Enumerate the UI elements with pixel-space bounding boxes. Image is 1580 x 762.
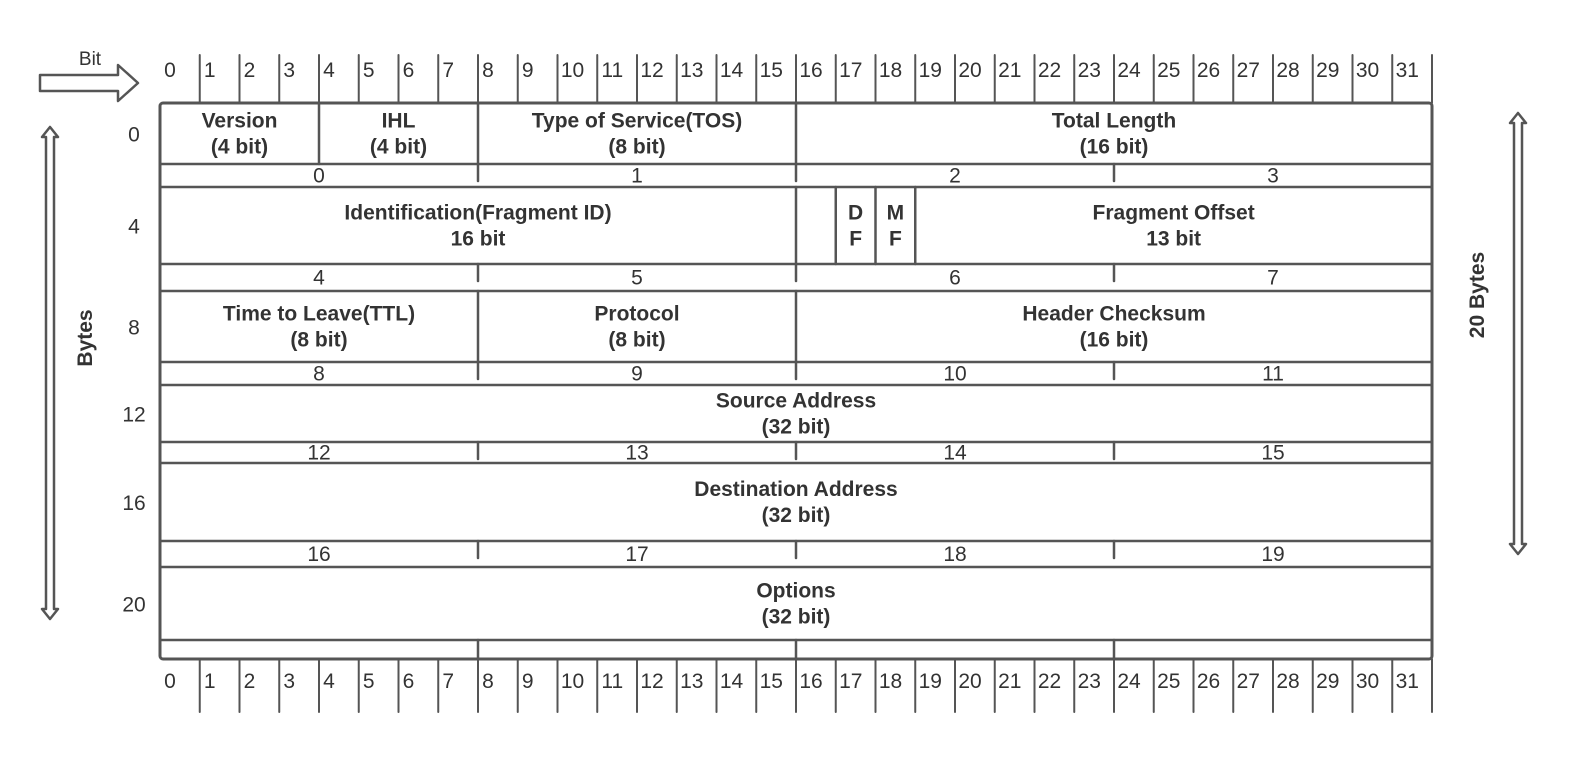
byte-index-label: 12 — [307, 441, 331, 465]
bit-label-bottom: 2 — [243, 670, 256, 693]
bit-label-bottom: 22 — [1037, 670, 1062, 693]
bit-label-top: 19 — [918, 59, 942, 82]
bit-label-bottom: 0 — [164, 670, 176, 693]
bit-label-top: 0 — [164, 59, 176, 82]
bit-label-bottom: 19 — [918, 670, 942, 693]
field-protocol-line: (8 bit) — [608, 328, 666, 352]
diagram-lines — [160, 103, 1432, 659]
bit-label-top: 27 — [1236, 59, 1260, 82]
byte-index-label: 19 — [1261, 543, 1285, 566]
byte-offset-column — [122, 124, 145, 617]
field-tos-line: (8 bit) — [608, 135, 666, 159]
bit-label-bottom: 23 — [1077, 670, 1101, 693]
bit-direction-arrow-icon — [40, 65, 138, 101]
field-options-line: (32 bit) — [761, 605, 831, 629]
bit-label-top: 30 — [1355, 59, 1380, 82]
field-options — [756, 580, 835, 629]
field-tos — [532, 110, 742, 159]
bit-label-top: 22 — [1037, 59, 1062, 82]
byte-index-label: 18 — [943, 543, 967, 566]
bit-label-bottom: 27 — [1236, 670, 1260, 693]
byte-offset-label: 8 — [128, 316, 140, 340]
bit-label-top: 17 — [839, 59, 863, 82]
bit-label-bottom: 15 — [759, 670, 783, 693]
field-header-checksum-line: (16 bit) — [1079, 328, 1149, 352]
field-flag-df — [848, 202, 863, 251]
field-source-address — [716, 390, 876, 439]
byte-offset-label: 0 — [128, 123, 140, 147]
bit-label-top: 24 — [1117, 59, 1141, 82]
byte-index-label: 1 — [631, 164, 643, 188]
field-flag-mf — [887, 202, 905, 251]
field-total-length-line: Total Length — [1051, 109, 1177, 133]
bit-label-bottom: 7 — [442, 670, 455, 693]
field-source-address-line: (32 bit) — [761, 415, 831, 439]
bit-label-top: 15 — [759, 59, 783, 82]
bit-label-top: 16 — [799, 59, 823, 82]
right-axis-label: 20 Bytes — [1466, 251, 1489, 339]
byte-index-label: 13 — [625, 441, 649, 465]
bit-label-top: 28 — [1276, 59, 1300, 82]
bit-label-bottom: 10 — [560, 670, 585, 693]
bit-scale-bottom — [164, 659, 1432, 712]
byte-index-label: 11 — [1262, 362, 1284, 386]
field-destination-address-line: Destination Address — [694, 478, 898, 501]
byte-index-label: 8 — [313, 362, 325, 386]
bit-label-bottom: 31 — [1395, 670, 1419, 693]
bit-label-top: 8 — [482, 59, 494, 82]
byte-offset-label: 12 — [122, 403, 146, 427]
byte-index-label: 3 — [1267, 164, 1279, 188]
field-ttl-line: (8 bit) — [290, 328, 348, 352]
bit-label-top: 3 — [283, 59, 296, 82]
bit-label-top: 26 — [1196, 59, 1221, 82]
bit-label-bottom: 17 — [839, 670, 863, 693]
field-options-line: Options — [756, 579, 836, 603]
bit-label-top: 1 — [203, 59, 216, 82]
bit-label-top: 10 — [560, 59, 585, 82]
bit-label-bottom: 29 — [1316, 670, 1340, 693]
field-flag-df-line: F — [849, 227, 863, 251]
byte-offset-label: 16 — [122, 492, 146, 515]
bit-label-top: 2 — [243, 59, 256, 82]
bit-label-top: 14 — [719, 59, 744, 82]
bit-label-bottom: 13 — [680, 670, 704, 693]
field-identification — [344, 202, 611, 251]
bit-label-top: 7 — [442, 59, 455, 82]
bit-label-bottom: 18 — [878, 670, 903, 693]
bit-label-bottom: 4 — [323, 670, 335, 693]
bit-label-top: 9 — [521, 59, 534, 82]
byte-index-label: 9 — [631, 362, 643, 386]
bit-label-top: 13 — [680, 59, 704, 82]
bit-label-bottom: 30 — [1355, 670, 1380, 693]
field-header-checksum — [1022, 303, 1205, 352]
byte-index-label: 0 — [313, 164, 325, 188]
bit-label-bottom: 12 — [640, 670, 664, 693]
byte-index-label: 6 — [949, 266, 961, 290]
bit-label-top: 31 — [1395, 59, 1419, 82]
byte-index-label: 10 — [943, 362, 967, 386]
byte-index-label: 15 — [1261, 441, 1285, 465]
field-destination-address-line: (32 bit) — [761, 504, 831, 527]
bit-label-bottom: 20 — [958, 670, 982, 693]
field-ttl — [223, 303, 415, 352]
field-ihl — [370, 110, 427, 159]
byte-index-label: 16 — [307, 543, 331, 566]
field-flag-mf-line: F — [888, 227, 902, 251]
left-bytes-arrow-icon — [42, 127, 58, 619]
bit-label-bottom: 9 — [521, 670, 534, 693]
bit-label-bottom: 8 — [482, 670, 494, 693]
left-axis-label: Bytes — [74, 309, 97, 367]
field-total-length — [1052, 110, 1176, 159]
byte-offset-label: 20 — [122, 593, 146, 617]
bit-label-top: 12 — [640, 59, 664, 82]
byte-index-label: 14 — [943, 441, 967, 465]
field-tos-line: Type of Service(TOS) — [531, 109, 743, 133]
bit-label-top: 6 — [402, 59, 415, 82]
bit-label-top: 11 — [601, 59, 624, 82]
byte-index-label: 4 — [313, 266, 325, 290]
field-fragment-offset — [1093, 202, 1255, 251]
field-ihl-line: (4 bit) — [369, 135, 428, 159]
field-flag-df-line: D — [848, 201, 864, 225]
field-fragment-offset-line: Fragment Offset — [1092, 201, 1255, 225]
field-version-line: Version — [201, 109, 278, 133]
bit-label-top: 23 — [1077, 59, 1101, 82]
bit-label-bottom: 24 — [1117, 670, 1141, 693]
byte-index-label: 17 — [625, 543, 649, 566]
field-ttl-line: Time to Leave(TTL) — [222, 302, 416, 326]
field-source-address-line: Source Address — [715, 389, 877, 413]
bit-label-bottom: 25 — [1157, 670, 1181, 693]
field-header-checksum-line: Header Checksum — [1022, 302, 1206, 326]
byte-index-label: 5 — [631, 266, 643, 290]
bit-label-bottom: 26 — [1196, 670, 1221, 693]
bit-label-bottom: 1 — [203, 670, 216, 693]
bit-label-top: 18 — [878, 59, 903, 82]
bit-label-top: 4 — [323, 59, 335, 82]
field-flag-mf-line: M — [886, 201, 905, 225]
bit-label-bottom: 3 — [283, 670, 296, 693]
bit-label-bottom: 6 — [402, 670, 415, 693]
bit-label-top: 25 — [1157, 59, 1181, 82]
right-bytes-arrow-icon — [1510, 113, 1526, 554]
byte-index-label: 2 — [949, 164, 961, 188]
field-identification-line: Identification(Fragment ID) — [344, 201, 612, 225]
field-protocol-line: Protocol — [594, 302, 680, 326]
bit-label-bottom: 21 — [998, 670, 1022, 693]
bit-label-bottom: 11 — [601, 670, 624, 693]
field-destination-address — [694, 478, 897, 527]
bit-scale-top — [164, 55, 1432, 103]
bit-label-bottom: 14 — [719, 670, 744, 693]
bit-direction-label: Bit — [78, 49, 102, 70]
field-version-line: (4 bit) — [210, 135, 269, 159]
field-protocol — [594, 303, 679, 352]
field-identification-line: 16 bit — [450, 227, 506, 251]
field-fragment-offset-line: 13 bit — [1146, 227, 1202, 251]
bit-label-bottom: 16 — [799, 670, 823, 693]
byte-offset-label: 4 — [128, 215, 140, 239]
bit-label-top: 21 — [998, 59, 1022, 82]
byte-index-label: 7 — [1267, 266, 1279, 290]
field-total-length-line: (16 bit) — [1079, 135, 1149, 159]
bit-label-top: 29 — [1316, 59, 1340, 82]
bit-label-bottom: 28 — [1276, 670, 1300, 693]
bit-label-bottom: 5 — [362, 670, 375, 693]
bit-label-top: 20 — [958, 59, 982, 82]
field-version — [202, 110, 278, 159]
field-ihl-line: IHL — [381, 109, 416, 133]
bit-label-top: 5 — [362, 59, 375, 82]
